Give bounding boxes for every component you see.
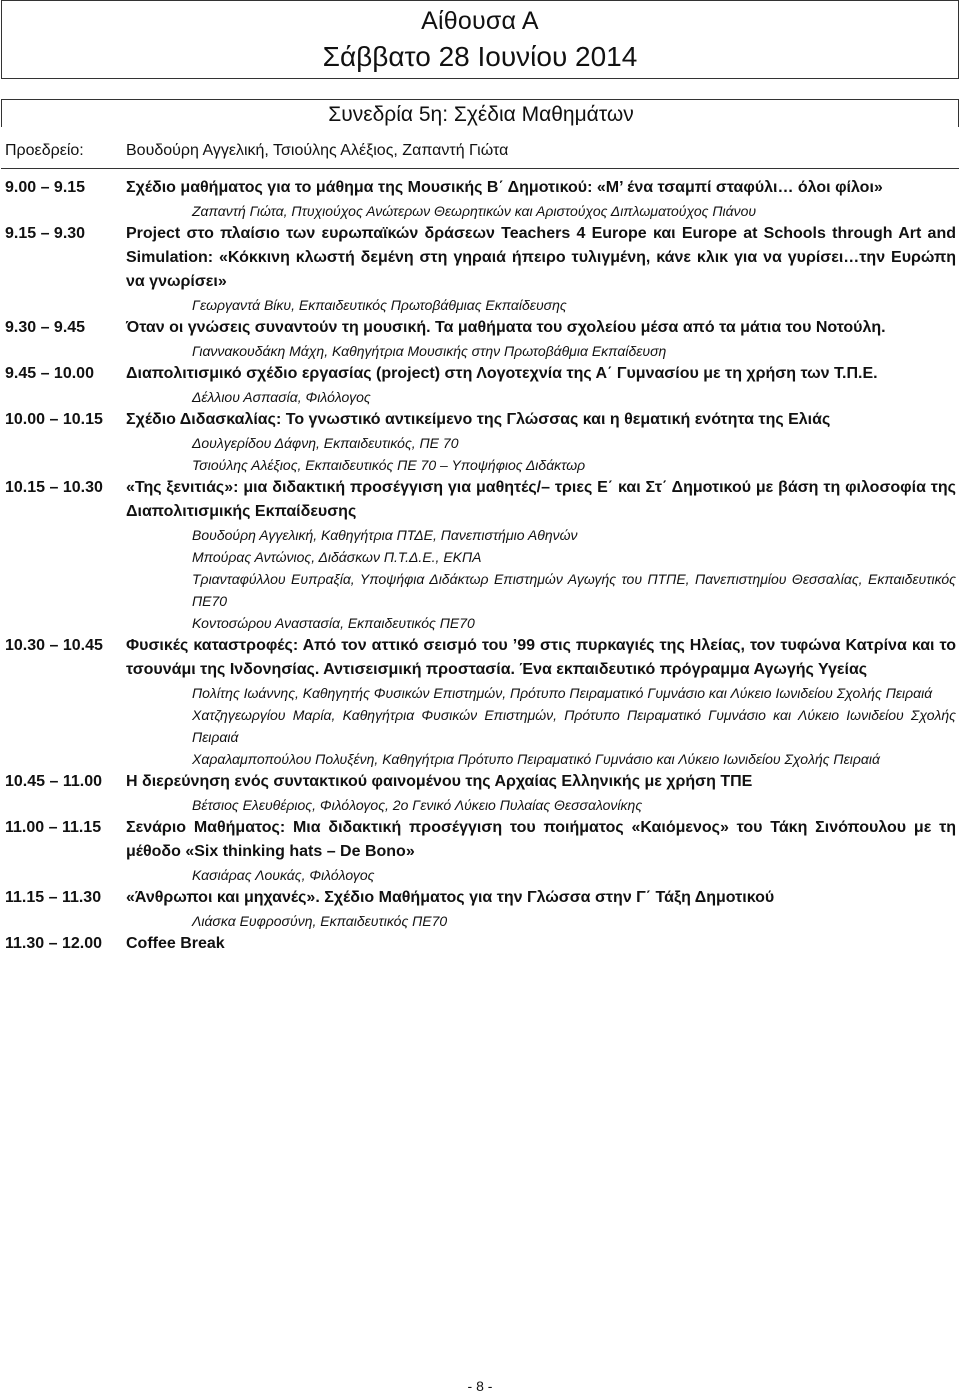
item-speaker: Βουδούρη Αγγελική, Καθηγήτρια ΠΤΔΕ, Πανεπιστήμιο Αθηνών <box>192 527 578 543</box>
item-time: 10.15 – 10.30 <box>5 479 103 496</box>
session-title-text: Συνεδρία 5η: Σχέδια Μαθημάτων <box>328 103 634 126</box>
item-speaker: Τριανταφύλλου Ευπραξία, Υποψήφια Διδάκτωρ Επιστημών Αγωγής του ΠΤΠΕ, Πανεπιστημίου Θεσσαλίας, Εκπαιδευτικός ΠΕ70 <box>192 571 956 609</box>
page-number: - 8 - <box>467 1378 493 1394</box>
schedule-item <box>0 408 960 476</box>
item-title: Διαπολιτισμικό σχέδιο εργασίας (project) στη Λογοτεχνία της Α΄ Γυμνασίου με τη χρήση των Τ.Π.Ε. <box>126 365 878 382</box>
item-speaker: Κασιάρας Λουκάς, Φιλόλογος <box>192 867 375 883</box>
item-speaker: Κοντοσώρου Αναστασία, Εκπαιδευτικός ΠΕ70 <box>192 615 475 631</box>
schedule-item <box>0 476 960 634</box>
schedule-item <box>0 932 960 956</box>
schedule-item <box>0 316 960 362</box>
item-title: Φυσικές καταστροφές: Από τον αττικό σεισμό του ’99 στις πυρκαγιές της Ηλείας, τον τυφώνα Κατρίνα και το τσουνάμι της Ινδονησίας. Αντισεισμική προστασία. Ένα εκπαιδευτικό πρόγραμμα Αγωγής Υγείας <box>126 637 956 678</box>
item-speaker: Τσιούλης Αλέξιος, Εκπαιδευτικός ΠΕ 70 – Υποψήφιος Διδάκτωρ <box>192 457 586 473</box>
chair-names: Βουδούρη Αγγελική, Τσιούλης Αλέξιος, Ζαπαντή Γιώτα <box>126 142 509 159</box>
schedule-item <box>0 222 960 316</box>
item-time: 11.30 – 12.00 <box>5 935 102 952</box>
item-speaker: Γεωργαντά Βίκυ, Εκπαιδευτικός Πρωτοβάθμιας Εκπαίδευσης <box>192 297 567 313</box>
item-time: 9.00 – 9.15 <box>5 179 86 196</box>
item-time: 9.15 – 9.30 <box>5 225 86 242</box>
item-speaker: Γιαννακουδάκη Μάχη, Καθηγήτρια Μουσικής στην Πρωτοβάθμια Εκπαίδευση <box>192 343 667 359</box>
item-title: «Άνθρωποι και μηχανές». Σχέδιο Μαθήματος για την Γλώσσα στην Γ΄ Τάξη Δημοτικού <box>126 889 775 906</box>
schedule-item <box>0 176 960 222</box>
item-speaker: Ζαπαντή Γιώτα, Πτυχιούχος Ανώτερων Θεωρητικών και Αριστούχος Διπλωματούχος Πιάνου <box>192 203 757 219</box>
item-time: 11.15 – 11.30 <box>5 889 102 906</box>
session-box <box>1 99 959 127</box>
item-speaker: Πολίτης Ιωάννης, Καθηγητής Φυσικών Επιστημών, Πρότυπο Πειραματικό Γυμνάσιο και Λύκειο Ιωνιδείου Σχολής Πειραιά <box>192 685 933 701</box>
schedule-item <box>0 770 960 816</box>
item-title: «Της ξενιτιάς»: μια διδακτική προσέγγιση για μαθητές/– τριες Ε΄ και Στ΄ Δημοτικού με βάση τη φιλοσοφία της Διαπολιτισμικής Εκπαίδευσης <box>126 479 956 520</box>
item-speaker: Χαραλαμποπούλου Πολυξένη, Καθηγήτρια Πρότυπο Πειραματικό Γυμνάσιο και Λύκειο Ιωνιδείου Σχολής Πειραιά <box>192 751 880 767</box>
schedule <box>0 176 960 956</box>
item-title: Όταν οι γνώσεις συναντούν τη μουσική. Τα μαθήματα του σχολείου μέσα από τα μάτια του Νοτούλη. <box>126 319 886 336</box>
divider <box>1 168 959 169</box>
item-title: Project στο πλαίσιο των ευρωπαϊκών δράσεων Teachers 4 Europe και Europe at Schools through Art and Simulation: «Κόκκινη κλωστή δεμένη στη γηραιά ήπειρο τυλιγμένη, κάνε κλικ για να γυρίσει…την Ευρώπη να γνωρίσει» <box>126 225 956 290</box>
date-title: Σάββατο 28 Ιουνίου 2014 <box>322 41 638 72</box>
item-time: 10.30 – 10.45 <box>5 637 103 654</box>
header-box <box>1 0 959 79</box>
item-speaker: Λιάσκα Ευφροσύνη, Εκπαιδευτικός ΠΕ70 <box>192 913 448 929</box>
item-title: Σχέδιο Διδασκαλίας: Το γνωστικό αντικείμενο της Γλώσσας και η θεματική ενότητα της Ελιάς <box>126 411 831 428</box>
item-speaker: Μπούρας Αντώνιος, Διδάσκων Π.Τ.Δ.Ε., ΕΚΠΑ <box>192 549 482 565</box>
session-title <box>2 103 958 127</box>
item-time: 9.30 – 9.45 <box>5 319 86 336</box>
chair-label: Προεδρείο: <box>5 142 84 159</box>
room-title: Αίθουσα Α <box>421 7 539 35</box>
schedule-item <box>0 886 960 932</box>
item-title: Σχέδιο μαθήματος για το μάθημα της Μουσικής Β΄ Δημοτικού: «Μ’ ένα τσαμπί σταφύλι… όλοι φίλοι» <box>126 179 883 196</box>
item-speaker: Δέλλιου Ασπασία, Φιλόλογος <box>192 389 371 405</box>
item-time: 11.00 – 11.15 <box>5 819 102 836</box>
schedule-item <box>0 634 960 770</box>
schedule-item <box>0 816 960 886</box>
item-time: 10.45 – 11.00 <box>5 773 102 790</box>
item-title: Σενάριο Μαθήματος: Μια διδακτική προσέγγιση του ποιήματος «Καιόμενος» του Τάκη Σινόπουλου με τη μέθοδο «Six thinking hats – De Bono» <box>126 819 956 860</box>
item-speaker: Βέτσιος Ελευθέριος, Φιλόλογος, 2ο Γενικό Λύκειο Πυλαίας Θεσσαλονίκης <box>192 797 643 813</box>
item-title: Coffee Break <box>126 935 225 952</box>
schedule-item <box>0 362 960 408</box>
item-time: 10.00 – 10.15 <box>5 411 103 428</box>
item-time: 9.45 – 10.00 <box>5 365 94 382</box>
item-speaker: Δουλγερίδου Δάφνη, Εκπαιδευτικός, ΠΕ 70 <box>192 435 459 451</box>
item-speaker: Χατζηγεωργίου Μαρία, Καθηγήτρια Φυσικών Επιστημών, Πρότυπο Πειραματικό Γυμνάσιο και Λύκειο Ιωνιδείου Σχολής Πειραιά <box>192 707 956 745</box>
item-title: Η διερεύνηση ενός συντακτικού φαινομένου της Αρχαίας Ελληνικής με χρήση ΤΠΕ <box>126 773 753 790</box>
